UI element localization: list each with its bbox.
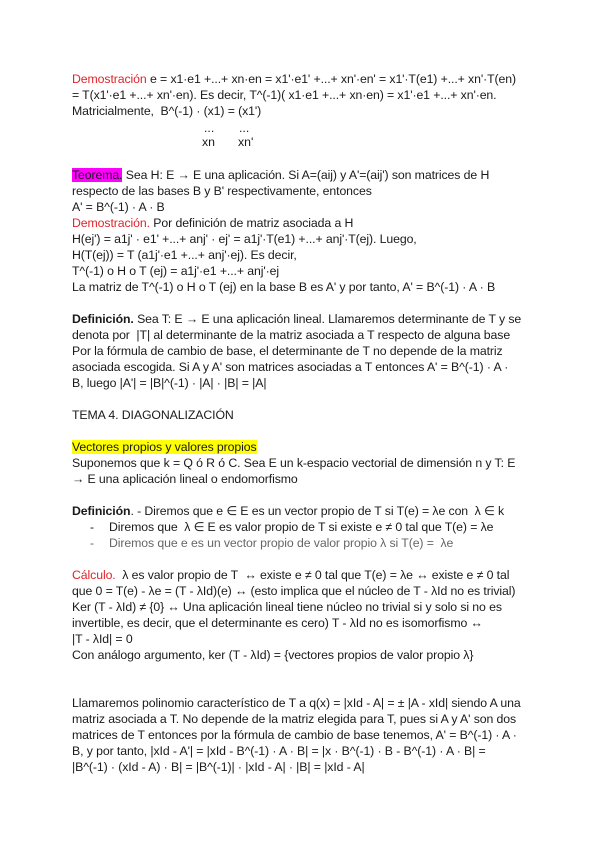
section-heading: TEMA 4. DIAGONALIZACIÓN: [72, 408, 234, 422]
demo2-line4: T^(-1) o H o T (ej) = a1j'·e1 +...+ anj'·ej: [72, 264, 279, 278]
demo2-label: Demostración.: [72, 216, 150, 230]
def2-line1: [72, 503, 504, 519]
matrix-xn-prime: xn': [238, 135, 254, 149]
def2-text1: . - Diremos que e ∈ E es un vector propio de T si T(e) = λe con λ ∈ k: [130, 504, 505, 518]
calculo-text1: λ es valor propio de T ↔ existe e ≠ 0 tal que T(e) = λe ↔ existe e ≠ 0 tal: [115, 568, 510, 582]
def1-line3: Por la fórmula de cambio de base, el determinante de T no depende de la matriz: [72, 344, 503, 358]
def1-line5: B, luego |A'| = |B|^(-1) · |A| · |B| = |A|: [72, 376, 267, 390]
def2-bullet1: Diremos que λ ∈ E es valor propio de T si existe e ≠ 0 tal que T(e) = λe: [109, 520, 494, 534]
teorema-label: Teorema.: [72, 168, 123, 182]
demo1-label: Demostración: [72, 72, 147, 86]
demo1-line2: = T(x1'·e1 +...+ xn'·en). Es decir, T^(-1)( x1·e1 +...+ xn·en) = x1'·e1 +...+ xn'·en.: [72, 88, 497, 102]
matrix-dots-right: ...: [239, 121, 250, 135]
vectores-line1: Suponemos que k = Q ó R ó C. Sea E un k-espacio vectorial de dimensión n y T: E: [72, 456, 516, 470]
polinomio-line2: matriz asociada a T. No depende de la matriz elegida para T, pues si A y A' son dos: [72, 712, 517, 726]
polinomio-line4: B, y por tanto, |xId - A'| = |xId - B^(-1) · A · B| = |x · B^(-1) · B - B^(-1) · A · B| =: [72, 744, 486, 758]
calculo-line5: |T - λId| = 0: [72, 632, 133, 646]
calculo-line1: [72, 567, 509, 583]
def1-line2: denota por |T| al determinante de la matriz asociada a T respecto de alguna base: [72, 328, 511, 342]
teorema-text1: Sea H: E → E una aplicación. Si A=(aij) y A'=(aij') son matrices de H: [122, 168, 490, 182]
demo2-text1: Por definición de matriz asociada a H: [149, 216, 354, 230]
calculo-line2: que 0 = T(e) - λe = (T - λId)(e) ↔ (esto implica que el núcleo de T - λId no es trivial): [72, 584, 516, 598]
vectores-line2: → E una aplicación lineal o endomorfismo: [72, 472, 298, 486]
demo2-line3: H(T(ej)) = T (a1j'·e1 +...+ anj'·ej). Es decir,: [72, 248, 297, 262]
calculo-line4: invertible, es decir, que el determinante es cero) T - λId no es isomorfismo ↔: [72, 616, 483, 630]
demo1-text1: e = x1·e1 +...+ xn·en = x1'·e1' +...+ xn'·en' = x1'·T(e1) +...+ xn'·T(en): [146, 72, 516, 86]
vectores-label: Vectores propios y valores propios: [72, 440, 257, 454]
calculo-label: Cálculo.: [72, 568, 116, 582]
vectores-heading: [72, 439, 257, 455]
teorema-line1: [72, 167, 489, 183]
bullet-marker-2: -: [90, 536, 95, 550]
demo2-line5: La matriz de T^(-1) o H o T (ej) en la base B es A' y por tanto, A' = B^(-1) · A · B: [72, 280, 496, 294]
polinomio-line1: Llamaremos polinomio característico de T a q(x) = |xId - A| = ± |A - xId| siendo A una: [72, 696, 521, 710]
matrix-xn: xn: [202, 135, 215, 149]
def1-text1: Sea T: E → E una aplicación lineal. Llamaremos determinante de T y se: [133, 312, 522, 326]
def1-line1: [72, 311, 521, 327]
demo2-line1: [72, 215, 353, 231]
demo1-line3: Matricialmente, B^(-1) · (x1) = (x1'): [72, 104, 262, 118]
polinomio-line3: matrices de T entonces por la fórmula de cambio de base tenemos, A' = B^(-1) · A ·: [72, 728, 517, 742]
def1-line4: asociada escogida. Si A y A' son matrices asociadas a T entonces A' = B^(-1) · A ·: [72, 360, 509, 374]
calculo-line3: Ker (T - λId) ≠ {0} ↔ Una aplicación lineal tiene núcleo no trivial si y solo si no es: [72, 600, 502, 614]
matrix-dots-left: ...: [204, 121, 215, 135]
calculo-line6: Con análogo argumento, ker (T - λId) = {vectores propios de valor propio λ}: [72, 648, 474, 662]
teorema-line2: respecto de las bases B y B' respectivamente, entonces: [72, 184, 372, 198]
def2-bullet2: Diremos que e es un vector propio de valor propio λ si T(e) = λe: [109, 536, 454, 550]
def1-label: Definición.: [72, 312, 134, 326]
polinomio-line5: |B^(-1) · (xId - A) · B| = |B^(-1)| · |xId - A| · |B| = |xId - A|: [72, 760, 365, 774]
demo2-line2: H(ej') = a1j' · e1' +...+ anj' · ej' = a1j'·T(e1) +...+ anj'·T(ej). Luego,: [72, 232, 417, 246]
teorema-line3: A' = B^(-1) · A · B: [72, 200, 165, 214]
demo1-line1: [72, 71, 516, 87]
def2-label: Definición: [72, 504, 131, 518]
bullet-marker-1: -: [90, 520, 95, 534]
